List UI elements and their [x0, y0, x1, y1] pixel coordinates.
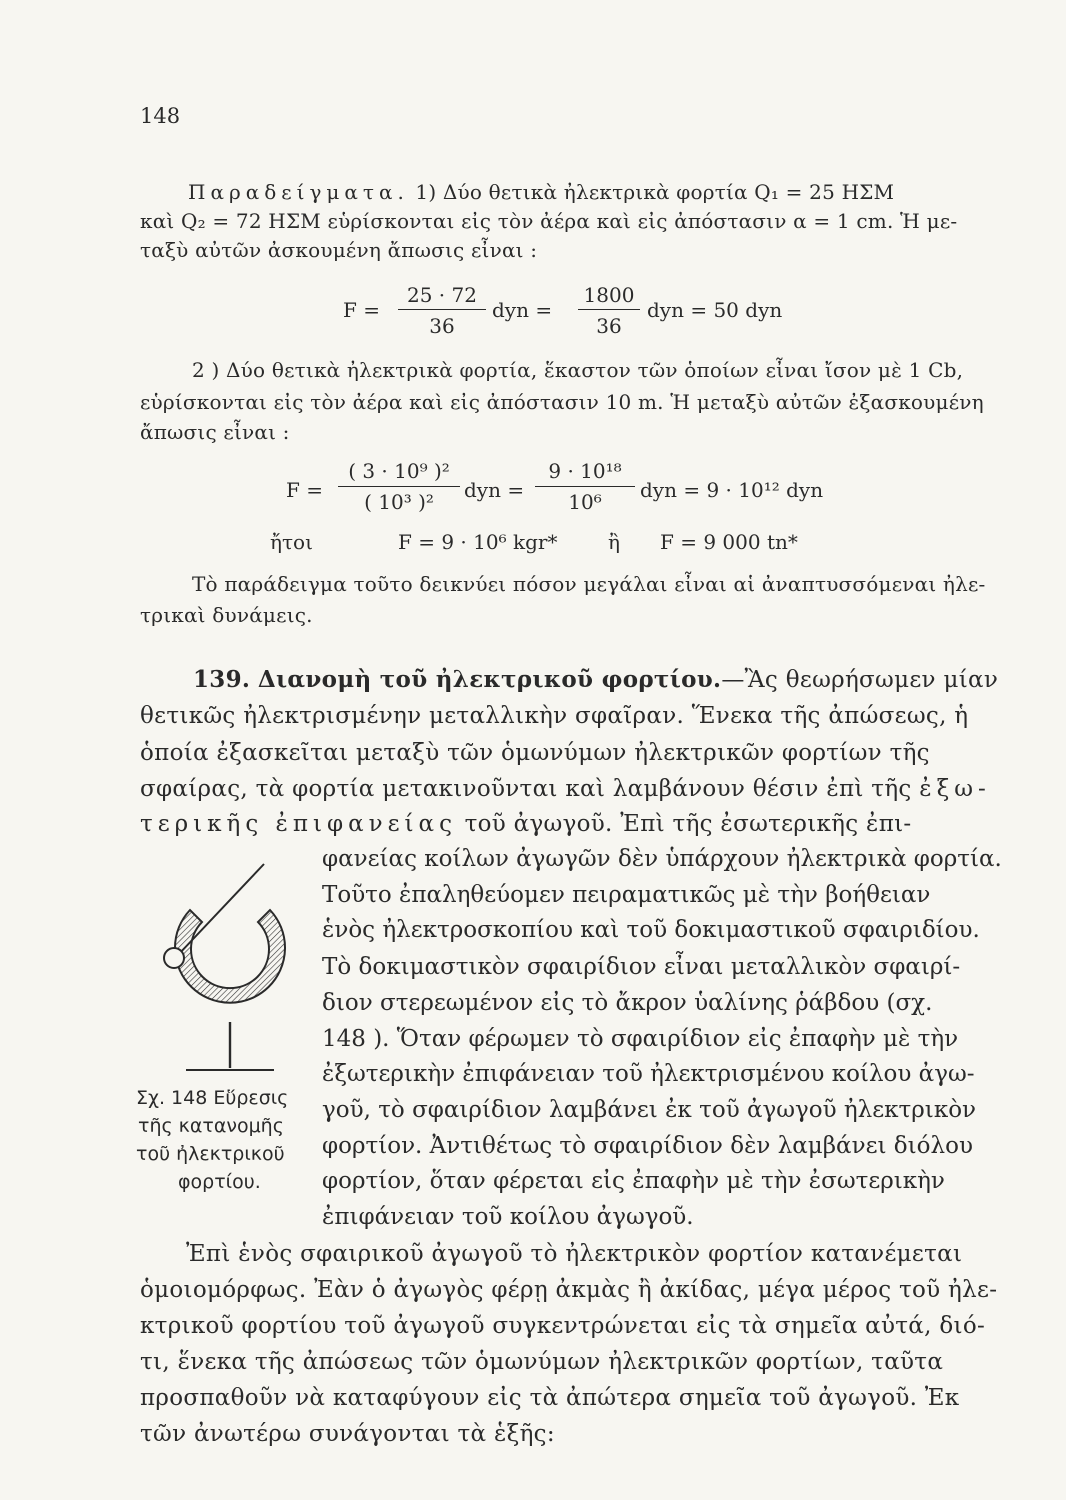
- formula-2-rhs: dyn = 9 · 10¹² dyn: [640, 478, 824, 502]
- formula-3-a: F = 9 · 10⁶ kgr*: [398, 530, 558, 554]
- formula-1-lhs: F =: [343, 298, 380, 322]
- example-line-4: 2 ) Δύο θετικὰ ἠλεκτρικὰ φορτία, ἕκαστον τῶν ὁποίων εἶναι ἴσον μὲ 1 Cb,: [192, 358, 964, 382]
- hollow-sphere-shell: [175, 910, 285, 1003]
- wrapped-line-7: ἐξωτερικὴν ἐπιφάνειαν τοῦ ἠλεκτρισμένου κοίλου ἀγω-: [322, 1061, 975, 1087]
- figure-caption-line-1: Σχ. 148 Εὕρεσις: [136, 1087, 289, 1109]
- formula-2-num1: ( 3 · 10⁹ )²: [348, 459, 450, 483]
- spaced-word-a: ἐξω-: [919, 776, 991, 802]
- wrapped-line-3: ἑνὸς ἠλεκτροσκοπίου καὶ τοῦ δοκιμαστικοῦ σφαιριδίου.: [322, 917, 980, 943]
- final-line-2: ὁμοιομόρφως. Ἐὰν ὁ ἀγωγὸς φέρῃ ἀκμὰς ἢ ἀκίδας, μέγα μέρος τοῦ ἠλε-: [140, 1277, 998, 1303]
- fraction-bar: [535, 486, 635, 487]
- formula-2-lhs: F =: [286, 478, 323, 502]
- section-139-first-line: [193, 666, 998, 693]
- formula-1-rhs: dyn = 50 dyn: [647, 298, 783, 322]
- final-line-6: τῶν ἀνωτέρω συνάγονται τὰ ἑξῆς:: [140, 1421, 555, 1447]
- page-number: 148: [140, 104, 181, 128]
- example-line-2: καὶ Q₂ = 72 ΗΣΜ εὑρίσκονται εἰς τὸν ἀέρα καὶ εἰς ἀπόστασιν α = 1 cm. Ἡ με-: [140, 209, 958, 233]
- wrapped-line-4: Τὸ δοκιμαστικὸν σφαιρίδιον εἶναι μεταλλικὸν σφαιρί-: [322, 954, 961, 980]
- wrapped-line-1: φανείας κοίλων ἀγωγῶν δὲν ὑπάρχουν ἠλεκτρικὰ φορτία.: [322, 846, 1002, 872]
- formula-1-den2: 36: [596, 314, 622, 338]
- wrapped-line-11: ἐπιφάνειαν τοῦ κοίλου ἀγωγοῦ.: [322, 1204, 694, 1230]
- figure-148-hollow-conductor: [140, 850, 320, 1085]
- wrapped-line-10: φορτίον, ὅταν φέρεται εἰς ἐπαφὴν μὲ τὴν ἐσωτερικὴν: [322, 1168, 945, 1194]
- example-line-1: [140, 180, 894, 204]
- test-sphere: [164, 948, 184, 968]
- formula-2-den1: ( 10³ )²: [364, 490, 434, 514]
- section-line-5-text: τοῦ ἀγωγοῦ. Ἐπὶ τῆς ἐσωτερικῆς ἐπι-: [456, 811, 912, 837]
- figure-caption-line-3: τοῦ ἠλεκτρικοῦ: [136, 1143, 285, 1165]
- fraction-bar: [398, 309, 486, 310]
- example-line-6: ἄπωσις εἶναι :: [140, 420, 290, 444]
- final-line-4: τι, ἕνεκα τῆς ἀπώσεως τῶν ὁμωνύμων ἠλεκτρικῶν φορτίων, ταῦτα: [140, 1349, 944, 1375]
- example-line-5: εὑρίσκονται εἰς τὸν ἀέρα καὶ εἰς ἀπόστασιν 10 m. Ἡ μεταξὺ αὐτῶν ἐξασκουμένη: [140, 390, 984, 414]
- formula-2-num2: 9 · 10¹⁸: [548, 459, 622, 483]
- example-line-7: Τὸ παράδειγμα τοῦτο δεικνύει πόσον μεγάλαι εἶναι αἱ ἀναπτυσσόμεναι ἠλε-: [192, 572, 986, 596]
- example-line-3: ταξὺ αὐτῶν ἀσκουμένη ἄπωσις εἶναι :: [140, 238, 538, 262]
- example-line-1-text: 1) Δύο θετικὰ ἠλεκτρικὰ φορτία Q₁ = 25 ΗΣΜ: [408, 180, 895, 204]
- section-line-1: —Ἂς θεωρήσωμεν μίαν: [721, 667, 999, 693]
- section-line-5: [140, 811, 912, 837]
- wrapped-line-6: 148 ). Ὅταν φέρωμεν τὸ σφαιρίδιον εἰς ἐπαφὴν μὲ τὴν: [322, 1026, 959, 1052]
- wrapped-line-9: φορτίον. Ἀντιθέτως τὸ σφαιρίδιον δὲν λαμβάνει διόλου: [322, 1133, 973, 1159]
- wrapped-line-2: Τοῦτο ἐπαληθεύομεν πειραματικῶς μὲ τὴν βοήθειαν: [322, 882, 931, 908]
- wrapped-line-5: διον στερεωμένον εἰς τὸ ἄκρον ὑαλίνης ῥάβδου (σχ.: [322, 990, 933, 1016]
- figure-caption-line-2: τῆς κατανομῆς: [138, 1115, 284, 1137]
- formula-2-den2: 10⁶: [568, 490, 602, 514]
- formula-2-mid: dyn =: [464, 478, 525, 502]
- formula-1-num1: 25 · 72: [407, 283, 477, 307]
- examples-heading: Παραδείγματα.: [188, 180, 409, 204]
- section-line-3: ὁποία ἐξασκεῖται μεταξὺ τῶν ὁμωνύμων ἠλεκτρικῶν φορτίων τῆς: [140, 740, 930, 766]
- section-number: 139.: [193, 666, 251, 693]
- fraction-bar: [338, 486, 460, 487]
- wrapped-line-8: γοῦ, τὸ σφαιρίδιον λαμβάνει ἐκ τοῦ ἀγωγοῦ ἠλεκτρικὸν: [322, 1097, 977, 1123]
- formula-3-or: ἢ: [608, 530, 620, 554]
- formula-3-label: ἤτοι: [270, 530, 313, 554]
- final-line-1: Ἐπὶ ἑνὸς σφαιρικοῦ ἀγωγοῦ τὸ ἠλεκτρικὸν φορτίον κατανέμεται: [186, 1241, 963, 1267]
- section-line-4-text: σφαίρας, τὰ φορτία μετακινοῦνται καὶ λαμβάνουν θέσιν ἐπὶ τῆς: [140, 776, 912, 802]
- section-line-2: θετικῶς ἠλεκτρισμένην μεταλλικὴν σφαῖραν. Ἕνεκα τῆς ἀπώσεως, ἡ: [140, 703, 969, 729]
- formula-1-mid: dyn =: [492, 298, 553, 322]
- final-line-3: κτρικοῦ φορτίου τοῦ ἀγωγοῦ συγκεντρώνεται εἰς τὰ σημεῖα αὐτά, διό-: [140, 1313, 986, 1339]
- section-title: Διανομὴ τοῦ ἠλεκτρικοῦ φορτίου.: [257, 666, 722, 693]
- final-line-5: προσπαθοῦν νὰ καταφύγουν εἰς τὰ ἀπώτερα σημεῖα τοῦ ἀγωγοῦ. Ἐκ: [140, 1385, 960, 1411]
- spaced-word-b: τερικῆς ἐπιφανείας: [140, 811, 457, 837]
- fraction-bar: [578, 309, 640, 310]
- example-line-8: τρικαὶ δυνάμεις.: [140, 603, 313, 627]
- formula-1-num2: 1800: [583, 283, 635, 307]
- section-line-4: [140, 776, 991, 802]
- formula-3-b: F = 9 000 tn*: [660, 530, 798, 554]
- figure-caption-line-4: φορτίου.: [178, 1171, 261, 1193]
- formula-1-den1: 36: [429, 314, 455, 338]
